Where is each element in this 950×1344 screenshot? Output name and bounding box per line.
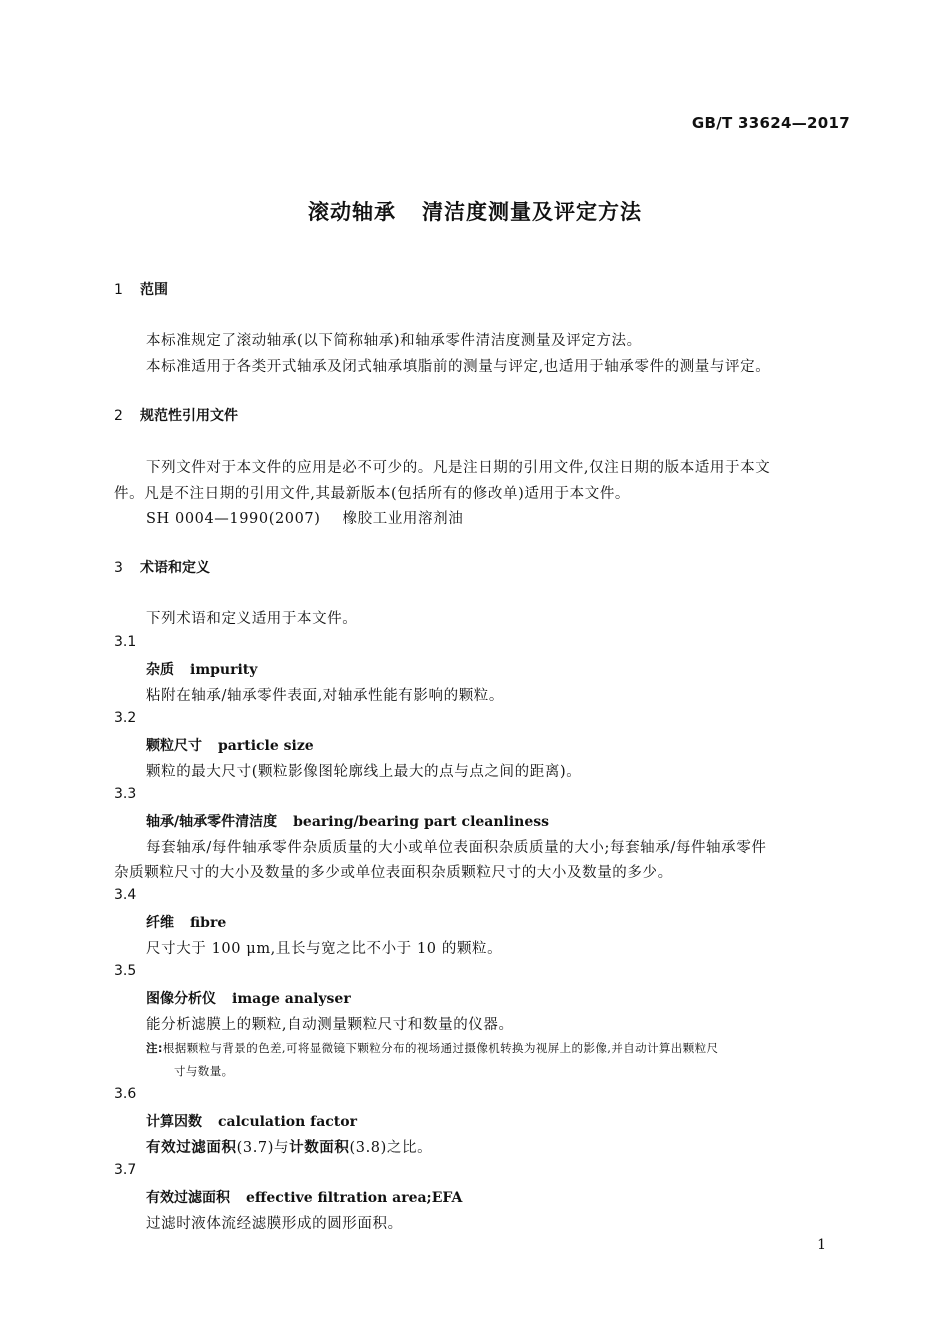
standard-number: GB/T 33624—2017 [691, 114, 850, 132]
term-note-line-2: 寸与数量。 [174, 1064, 234, 1078]
term-en: image analyser [232, 991, 351, 1007]
term-cn: 图像分析仪 [146, 991, 216, 1007]
term-heading [146, 1111, 357, 1131]
term-cn: 计算因数 [146, 1114, 202, 1130]
term-en: particle size [218, 738, 314, 754]
term-definition: 能分析滤膜上的颗粒,自动测量颗粒尺寸和数量的仪器。 [146, 1017, 514, 1033]
term-number: 3.7 [114, 1162, 137, 1178]
definition-text: (3.8)之比。 [349, 1140, 433, 1156]
term-number: 3.5 [114, 963, 137, 979]
section-3-heading [114, 557, 210, 577]
note-label: 注: [146, 1041, 163, 1055]
term-en: impurity [190, 662, 258, 678]
note-text: 根据颗粒与背景的色差,可将显微镜下颗粒分布的视场通过摄像机转换为视屏上的影像,并自动计算出颗粒尺 [162, 1041, 719, 1055]
document-title [0, 196, 950, 226]
section-number: 2 [114, 408, 123, 424]
title-part-2: 清洁度测量及评定方法 [422, 200, 642, 224]
s1-paragraph-1: 本标准规定了滚动轴承(以下简称轴承)和轴承零件清洁度测量及评定方法。 [146, 333, 642, 349]
term-en: bearing/bearing part cleanliness [293, 814, 550, 830]
section-1-heading [114, 279, 168, 299]
term-definition: 过滤时液体流经滤膜形成的圆形面积。 [146, 1216, 403, 1232]
term-definition: 尺寸大于 100 μm,且长与宽之比不小于 10 的颗粒。 [146, 941, 503, 957]
term-definition [146, 1136, 432, 1157]
term-cn: 颗粒尺寸 [146, 738, 202, 754]
title-part-1: 滚动轴承 [308, 200, 396, 224]
term-note-line-1 [146, 1040, 718, 1056]
section-title: 范围 [140, 282, 168, 298]
term-ref-efa: 有效过滤面积 [146, 1140, 237, 1156]
page-number: 1 [817, 1237, 826, 1253]
term-number: 3.6 [114, 1086, 137, 1102]
term-heading [146, 811, 549, 831]
term-number: 3.2 [114, 710, 137, 726]
normative-reference [146, 507, 463, 528]
term-definition: 颗粒的最大尺寸(颗粒影像图轮廓线上最大的点与点之间的距离)。 [146, 764, 582, 780]
s3-intro: 下列术语和定义适用于本文件。 [146, 611, 358, 627]
s1-paragraph-2: 本标准适用于各类开式轴承及闭式轴承填脂前的测量与评定,也适用于轴承零件的测量与评定。 [146, 359, 771, 375]
reference-title: 橡胶工业用溶剂油 [342, 511, 464, 527]
section-2-heading [114, 405, 238, 425]
term-number: 3.1 [114, 634, 137, 650]
section-title: 规范性引用文件 [140, 408, 238, 424]
section-number: 1 [114, 282, 123, 298]
term-cn: 杂质 [146, 662, 174, 678]
section-number: 3 [114, 560, 123, 576]
term-heading [146, 659, 257, 679]
term-cn: 纤维 [146, 915, 174, 931]
term-ref-count-area: 计数面积 [289, 1140, 350, 1156]
term-cn: 有效过滤面积 [146, 1190, 230, 1206]
term-definition-line-2: 杂质颗粒尺寸的大小及数量的多少或单位表面积杂质颗粒尺寸的大小及数量的多少。 [114, 865, 673, 881]
s2-paragraph-line-2: 件。凡是不注日期的引用文件,其最新版本(包括所有的修改单)适用于本文件。 [114, 486, 631, 502]
term-heading [146, 735, 314, 755]
term-en: effective filtration area;EFA [246, 1190, 463, 1206]
term-heading [146, 988, 351, 1008]
s2-paragraph-line-1: 下列文件对于本文件的应用是必不可少的。凡是注日期的引用文件,仅注日期的版本适用于本文 [146, 460, 771, 476]
term-cn: 轴承/轴承零件清洁度 [146, 814, 278, 830]
term-definition: 粘附在轴承/轴承零件表面,对轴承性能有影响的颗粒。 [146, 688, 504, 704]
reference-code: SH 0004—1990(2007) [146, 511, 321, 527]
term-number: 3.3 [114, 786, 137, 802]
term-en: calculation factor [218, 1114, 357, 1130]
term-heading [146, 912, 226, 932]
term-heading [146, 1187, 462, 1207]
term-number: 3.4 [114, 887, 137, 903]
section-title: 术语和定义 [140, 560, 210, 576]
definition-text: (3.7)与 [236, 1140, 290, 1156]
term-en: fibre [190, 915, 227, 931]
term-definition-line-1: 每套轴承/每件轴承零件杂质质量的大小或单位表面积杂质质量的大小;每套轴承/每件轴承零件 [146, 840, 767, 856]
